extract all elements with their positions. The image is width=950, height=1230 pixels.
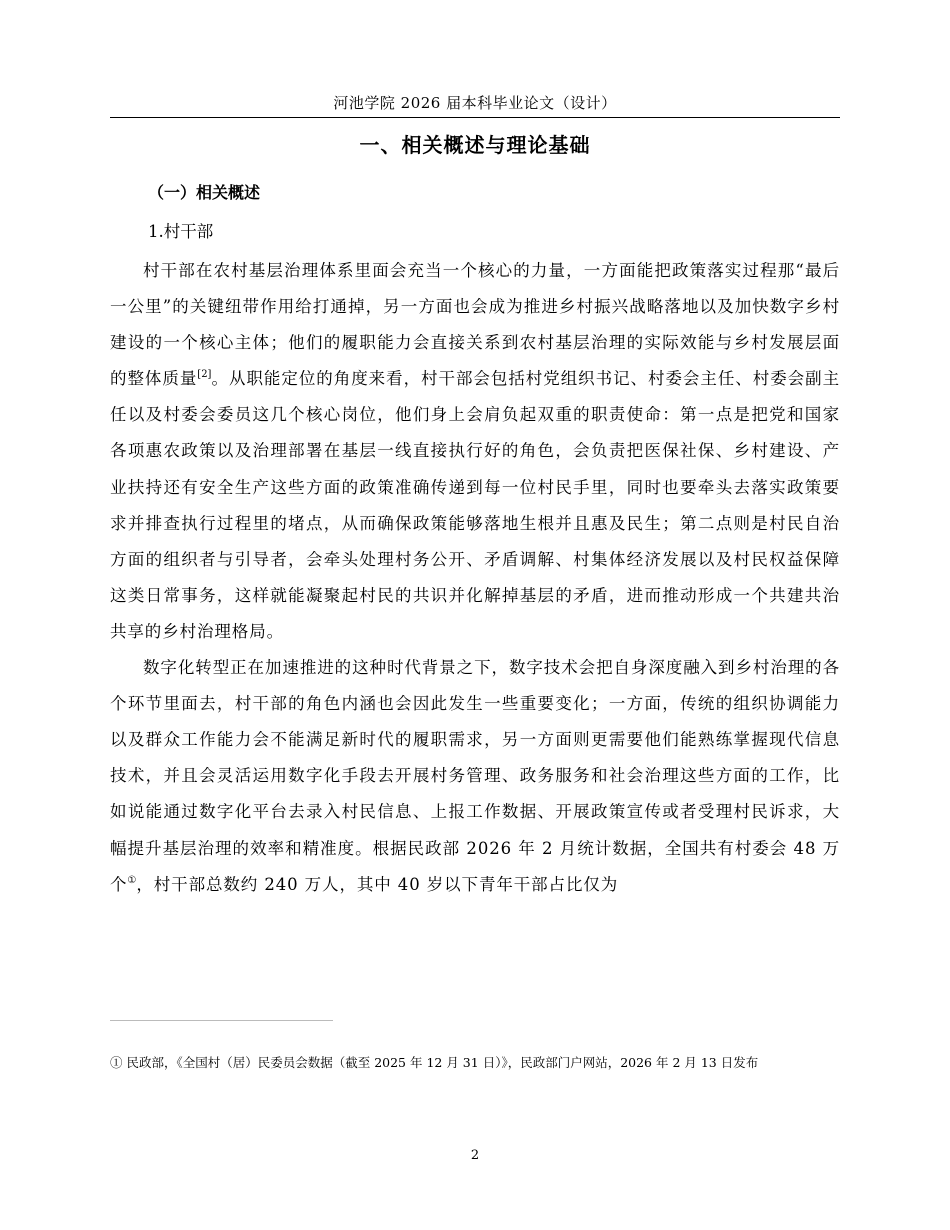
header-rule <box>110 117 840 118</box>
subsection-title: 1.村干部 <box>148 222 214 241</box>
paragraph-text: 村干部在农村基层治理体系里面会充当一个核心的力量，一方面能把政策落实过程那“最后一公里”的关键纽带作用给打通掉，另一方面也会成为推进乡村振兴战略落地以及加快数字乡村建设的一个核心主体；他们的履职能力会直接关系到农村基层治理的实际效能与乡村发展层面的整体质量 <box>110 261 840 389</box>
paragraph <box>110 253 840 650</box>
body-text <box>110 253 840 903</box>
footnote-rule <box>110 1020 333 1021</box>
chapter-title: 一、相关概述与理论基础 <box>359 133 591 157</box>
running-header: 河池学院 2026 届本科毕业论文（设计） <box>333 94 617 112</box>
citation-ref: [2] <box>197 369 212 381</box>
paragraph-text: ，村干部总数约 240 万人，其中 40 岁以下青年干部占比仅为 <box>136 874 619 894</box>
paragraph-text: 数字化转型正在加速推进的这种时代背景之下，数字技术会把自身深度融入到乡村治理的各个环节里面去，村干部的角色内涵也会因此发生一些重要变化；一方面，传统的组织协调能力以及群众工作能力会不能满足新时代的履职需求，另一方面则更需要他们能熟练掌握现代信息技术，并且会灵活运用数字化手段去开展村务管理、政务服务和社会治理这些方面的工作，比如说能通过数字化平台去录入村民信息、上报工作数据、开展政策宣传或者受理村民诉求，大幅提升基层治理的效率和精准度。根据民政部 2026 年 2 月统计数据，全国共有村委会 48 万个 <box>110 658 840 894</box>
paragraph <box>110 650 840 903</box>
section-title: （一）相关概述 <box>148 183 261 202</box>
paragraph-text: 。从职能定位的角度来看，村干部会包括村党组织书记、村委会主任、村委会副主任以及村委会委员这几个核心岗位，他们身上会肩负起双重的职责使命：第一点是把党和国家各项惠农政策以及治理部署在基层一线直接执行好的角色，会负责把医保社保、乡村建设、产业扶持还有安全生产这些方面的政策准确传递到每一位村民手里，同时也要牵头去落实政策要求并排查执行过程里的堵点，从而确保政策能够落地生根并且惠及民生；第二点则是村民自治方面的组织者与引导者，会牵头处理村务公开、矛盾调解、村集体经济发展以及村民权益保障这类日常事务，这样就能凝聚起村民的共识并化解掉基层的矛盾，进而推动形成一个共建共治共享的乡村治理格局。 <box>110 369 840 641</box>
footnote: ① 民政部，《全国村（居）民委员会数据（截至 2025 年 12 月 31 日）》，民政部门户网站，2026 年 2 月 13 日发布 <box>110 1055 759 1070</box>
page-number: 2 <box>470 1148 480 1163</box>
footnote-ref: ① <box>127 874 137 886</box>
